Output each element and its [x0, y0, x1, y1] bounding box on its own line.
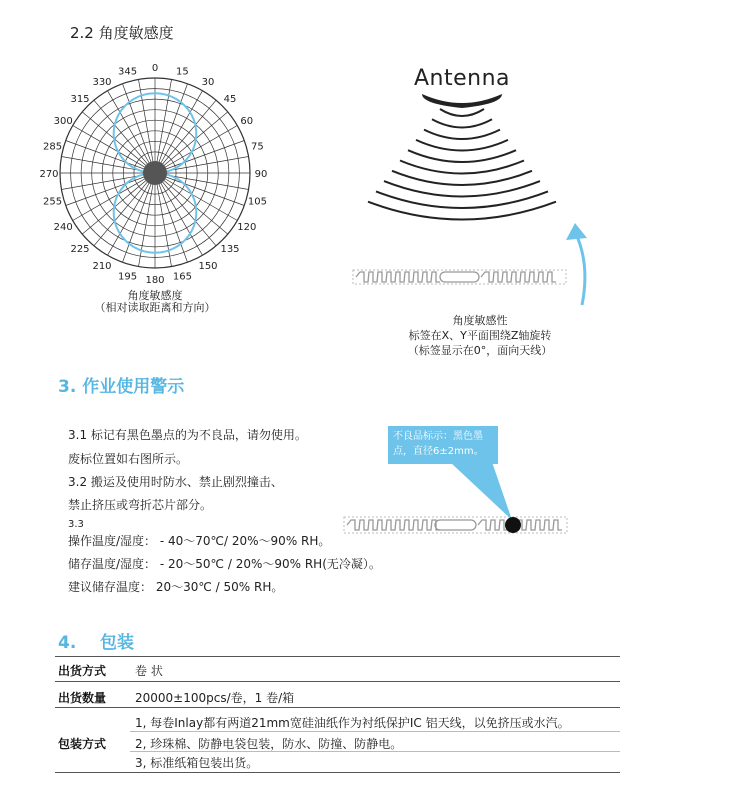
polar-angle-label: 240	[53, 222, 73, 233]
rfid-tag-antenna-pattern	[353, 270, 566, 284]
polar-angle-label: 45	[223, 94, 237, 105]
section-3-title: 3. 作业使用警示	[58, 377, 185, 397]
polar-angle-label: 150	[198, 260, 218, 272]
wave-arc	[416, 140, 508, 151]
wave-arc	[376, 191, 548, 208]
polar-angle-label: 105	[247, 196, 267, 208]
antenna-caption-line1: 角度敏感性	[452, 314, 508, 327]
polar-angle-label: 195	[118, 271, 138, 283]
polar-angle-label: 90	[254, 169, 268, 180]
warning-line-8: 建议储存温度： 20～30℃ / 50% RH。	[68, 580, 284, 594]
polar-angle-label: 120	[237, 222, 257, 233]
warning-line-1: 3.1 标记有黑色墨点的为不良品，请勿使用。	[68, 428, 307, 442]
polar-angle-label: 75	[251, 141, 264, 153]
antenna-dish	[422, 94, 502, 108]
polar-angle-label: 270	[39, 169, 59, 180]
wave-arc	[384, 181, 540, 196]
polar-angle-label: 210	[92, 260, 112, 272]
defect-callout-box	[388, 426, 498, 464]
polar-caption-line2: （相对读取距离和方向）	[94, 301, 216, 314]
rfid-tag-strip-lower	[343, 515, 568, 535]
warning-line-2: 废标位置如右图所示。	[68, 452, 189, 466]
section-2-2-title: 2.2 角度敏感度	[70, 24, 174, 42]
polar-angle-label: 15	[176, 66, 189, 78]
row-value-packaging-2: 2, 珍珠棉、防静电袋包装，防水、防撞、防静电。	[135, 737, 403, 751]
row-value-packaging-3: 3, 标准纸箱包装出货。	[135, 756, 259, 770]
row-label-quantity: 出货数量	[58, 691, 107, 705]
warning-line-5: 3.3	[68, 519, 84, 530]
warning-line-3: 3.2 搬运及使用时防水、禁止剧烈撞击、	[68, 475, 283, 489]
polar-angle-label: 345	[118, 66, 138, 78]
rfid-tag-strip-upper	[352, 268, 567, 286]
section-4-title: 4. 包装	[58, 633, 134, 653]
callout-line1: 不良品标示：黑色墨	[393, 431, 483, 442]
table-bottom-rule	[55, 772, 620, 773]
polar-angle-label: 300	[53, 116, 73, 127]
polar-angle-label: 60	[240, 116, 254, 127]
antenna-caption-line3: （标签显示在0°，面向天线）	[407, 344, 553, 357]
wave-arc	[440, 109, 484, 116]
defect-black-dot	[505, 517, 521, 533]
table-inner-rule	[130, 731, 620, 732]
polar-sensitivity-diagram	[30, 63, 280, 286]
callout-line2: 点，直径6±2mm。	[393, 446, 484, 457]
polar-angle-label: 165	[172, 271, 192, 283]
polar-angle-label: 135	[220, 244, 240, 255]
polar-angle-label: 180	[145, 275, 165, 286]
antenna-caption-line2: 标签在X、Y平面围绕Z轴旋转	[408, 329, 552, 342]
row-value-shipping-method: 卷 状	[135, 664, 163, 678]
polar-angle-label: 285	[43, 141, 63, 153]
table-top-rule	[55, 656, 620, 657]
warning-line-7: 储存温度/湿度： - 20～50℃ / 20%～90% RH(无冷凝）。	[68, 557, 381, 571]
wave-arc	[368, 202, 556, 220]
wave-arc	[432, 119, 492, 127]
polar-angle-label: 30	[201, 77, 215, 89]
polar-angle-label: 330	[92, 77, 112, 89]
polar-angle-label: 315	[70, 94, 90, 105]
table-rule	[55, 681, 620, 682]
polar-angle-label: 255	[43, 196, 63, 208]
wave-arc	[408, 150, 516, 162]
polar-angle-label: 0	[151, 63, 159, 74]
rfid-tag-antenna-pattern	[344, 517, 567, 533]
warning-line-4: 禁止挤压或弯折芯片部分。	[68, 498, 213, 512]
row-value-packaging-1: 1, 每卷Inlay都有两道21mm宽硅油纸作为衬纸保护IC 铝天线，以免挤压或水汽。	[135, 716, 570, 730]
warning-line-6: 操作温度/湿度： - 40～70℃/ 20%～90% RH。	[68, 534, 331, 548]
row-value-quantity: 20000±100pcs/卷，1 卷/箱	[135, 691, 295, 705]
row-label-packaging: 包装方式	[58, 737, 107, 751]
radiation-waves	[368, 109, 556, 220]
table-inner-rule	[130, 751, 620, 752]
row-label-shipping-method: 出货方式	[58, 664, 107, 678]
rotation-arrow-icon	[560, 220, 600, 310]
antenna-label: Antenna	[414, 66, 511, 91]
polar-angle-label: 225	[70, 244, 90, 255]
polar-caption-line1: 角度敏感度	[127, 289, 183, 302]
polar-center-hub	[143, 161, 167, 185]
antenna-wave-diagram	[370, 90, 610, 230]
table-rule	[55, 707, 620, 708]
wave-arc	[424, 130, 500, 139]
